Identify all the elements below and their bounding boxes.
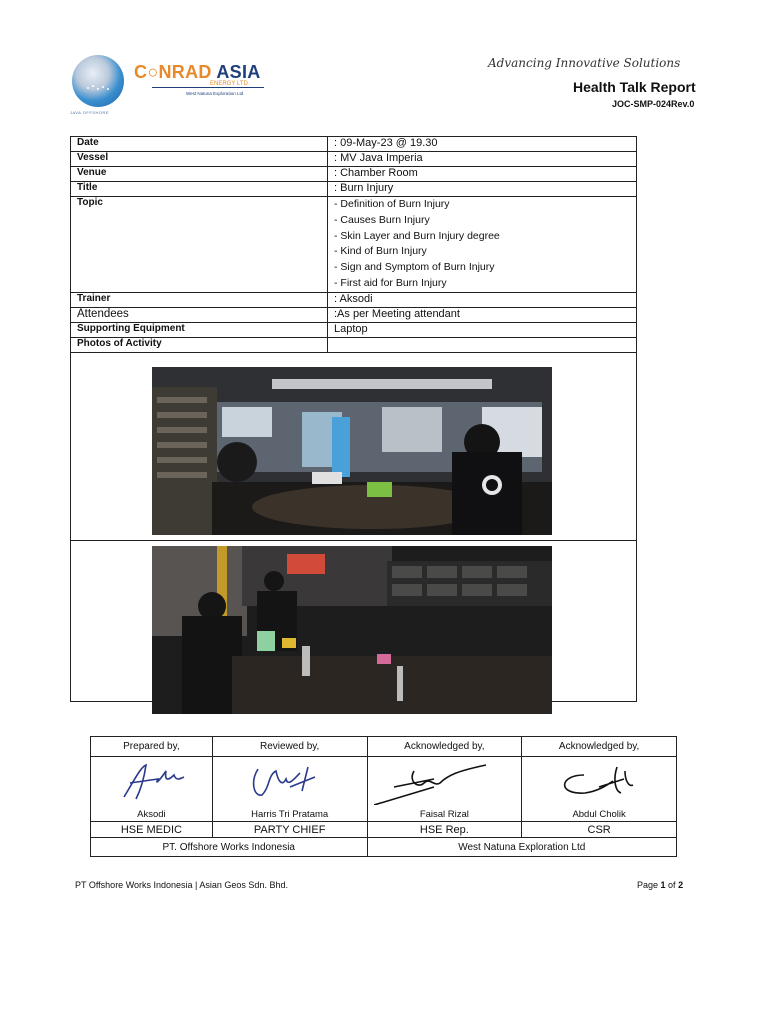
row-date <box>71 137 637 152</box>
signoff-names <box>91 808 677 822</box>
vessel-value: : MV Java Imperia <box>328 152 637 167</box>
signature-row <box>91 757 677 809</box>
equipment-label: Supporting Equipment <box>71 323 328 338</box>
topic-list <box>334 197 630 292</box>
row-title <box>71 182 637 197</box>
signoff-roles <box>91 822 677 838</box>
company-name: PT. Offshore Works Indonesia <box>91 838 368 857</box>
report-title: Health Talk Report <box>573 79 696 95</box>
venue-label: Venue <box>71 167 328 182</box>
photos-label: Photos of Activity <box>71 338 328 353</box>
brand-o-mark: ○ <box>147 62 159 82</box>
title-value: : Burn Injury <box>328 182 637 197</box>
signer-role: HSE MEDIC <box>91 822 213 838</box>
signature-ack-1 <box>367 757 522 809</box>
signoff-header: Acknowledged by, <box>522 737 677 757</box>
signoff-header: Reviewed by, <box>212 737 367 757</box>
company-brand: C○NRAD ASIA <box>134 62 261 82</box>
signoff-table <box>90 736 677 857</box>
date-value: : 09-May-23 @ 19.30 <box>328 137 637 152</box>
row-venue <box>71 167 637 182</box>
topic-label: Topic <box>71 197 328 293</box>
company-logo-globe <box>72 55 124 107</box>
brand-subtitle: West Natuna Exploration Ltd <box>186 91 244 96</box>
photo-divider <box>70 540 637 541</box>
report-code: JOC-SMP-024Rev.0 <box>612 99 695 109</box>
topic-value <box>328 197 637 293</box>
topic-item: - Sign and Symptom of Burn Injury <box>334 261 495 274</box>
activity-photo-2 <box>152 546 552 714</box>
signer-role: CSR <box>522 822 677 838</box>
title-label: Title <box>71 182 328 197</box>
row-topic <box>71 197 637 293</box>
logo-caption: JAVA OFFSHORE <box>70 110 110 115</box>
signer-name: Aksodi <box>91 808 213 822</box>
row-attendees <box>71 308 637 323</box>
signoff-headers <box>91 737 677 757</box>
signature-aksodi <box>96 757 206 805</box>
row-photos <box>71 338 637 353</box>
signature-reviewed <box>212 757 367 809</box>
signature-faisal <box>374 757 514 805</box>
topic-item: - Skin Layer and Burn Injury degree <box>334 229 500 242</box>
equipment-value: Laptop <box>328 323 637 338</box>
signer-name: Harris Tri Pratama <box>212 808 367 822</box>
row-equipment <box>71 323 637 338</box>
row-vessel <box>71 152 637 167</box>
venue-value: : Chamber Room <box>328 167 637 182</box>
signature-harris <box>220 757 360 805</box>
activity-photo-1 <box>152 367 552 535</box>
topic-item: - First aid for Burn Injury <box>334 276 447 289</box>
signer-name: Faisal Rizal <box>367 808 522 822</box>
company-name: West Natuna Exploration Ltd <box>367 838 676 857</box>
tagline: Advancing Innovative Solutions <box>488 56 681 70</box>
topic-item: - Kind of Burn Injury <box>334 245 427 258</box>
signoff-companies <box>91 838 677 857</box>
attendees-label: Attendees <box>71 308 328 323</box>
footer-companies: PT Offshore Works Indonesia | Asian Geos Sdn. Bhd. <box>75 880 288 890</box>
brand-energy: ENERGY LTD <box>210 81 248 87</box>
topic-item: - Definition of Burn Injury <box>334 198 450 210</box>
trainer-label: Trainer <box>71 293 328 308</box>
vessel-label: Vessel <box>71 152 328 167</box>
attendees-value: :As per Meeting attendant <box>328 308 637 323</box>
signature-ack-2 <box>522 757 677 809</box>
star-dots-icon <box>86 83 110 93</box>
signature-abdul <box>529 757 669 805</box>
signer-role: HSE Rep. <box>367 822 522 838</box>
signoff-header: Acknowledged by, <box>367 737 522 757</box>
signer-role: PARTY CHIEF <box>212 822 367 838</box>
brand-underline <box>152 87 264 88</box>
signer-name: Abdul Cholik <box>522 808 677 822</box>
date-label: Date <box>71 137 328 152</box>
topic-item: - Causes Burn Injury <box>334 213 430 226</box>
page-number: Page 1 of 2 <box>637 880 684 890</box>
signoff-header: Prepared by, <box>91 737 213 757</box>
signature-prepared <box>91 757 213 809</box>
row-trainer <box>71 293 637 308</box>
trainer-value: : Aksodi <box>328 293 637 308</box>
